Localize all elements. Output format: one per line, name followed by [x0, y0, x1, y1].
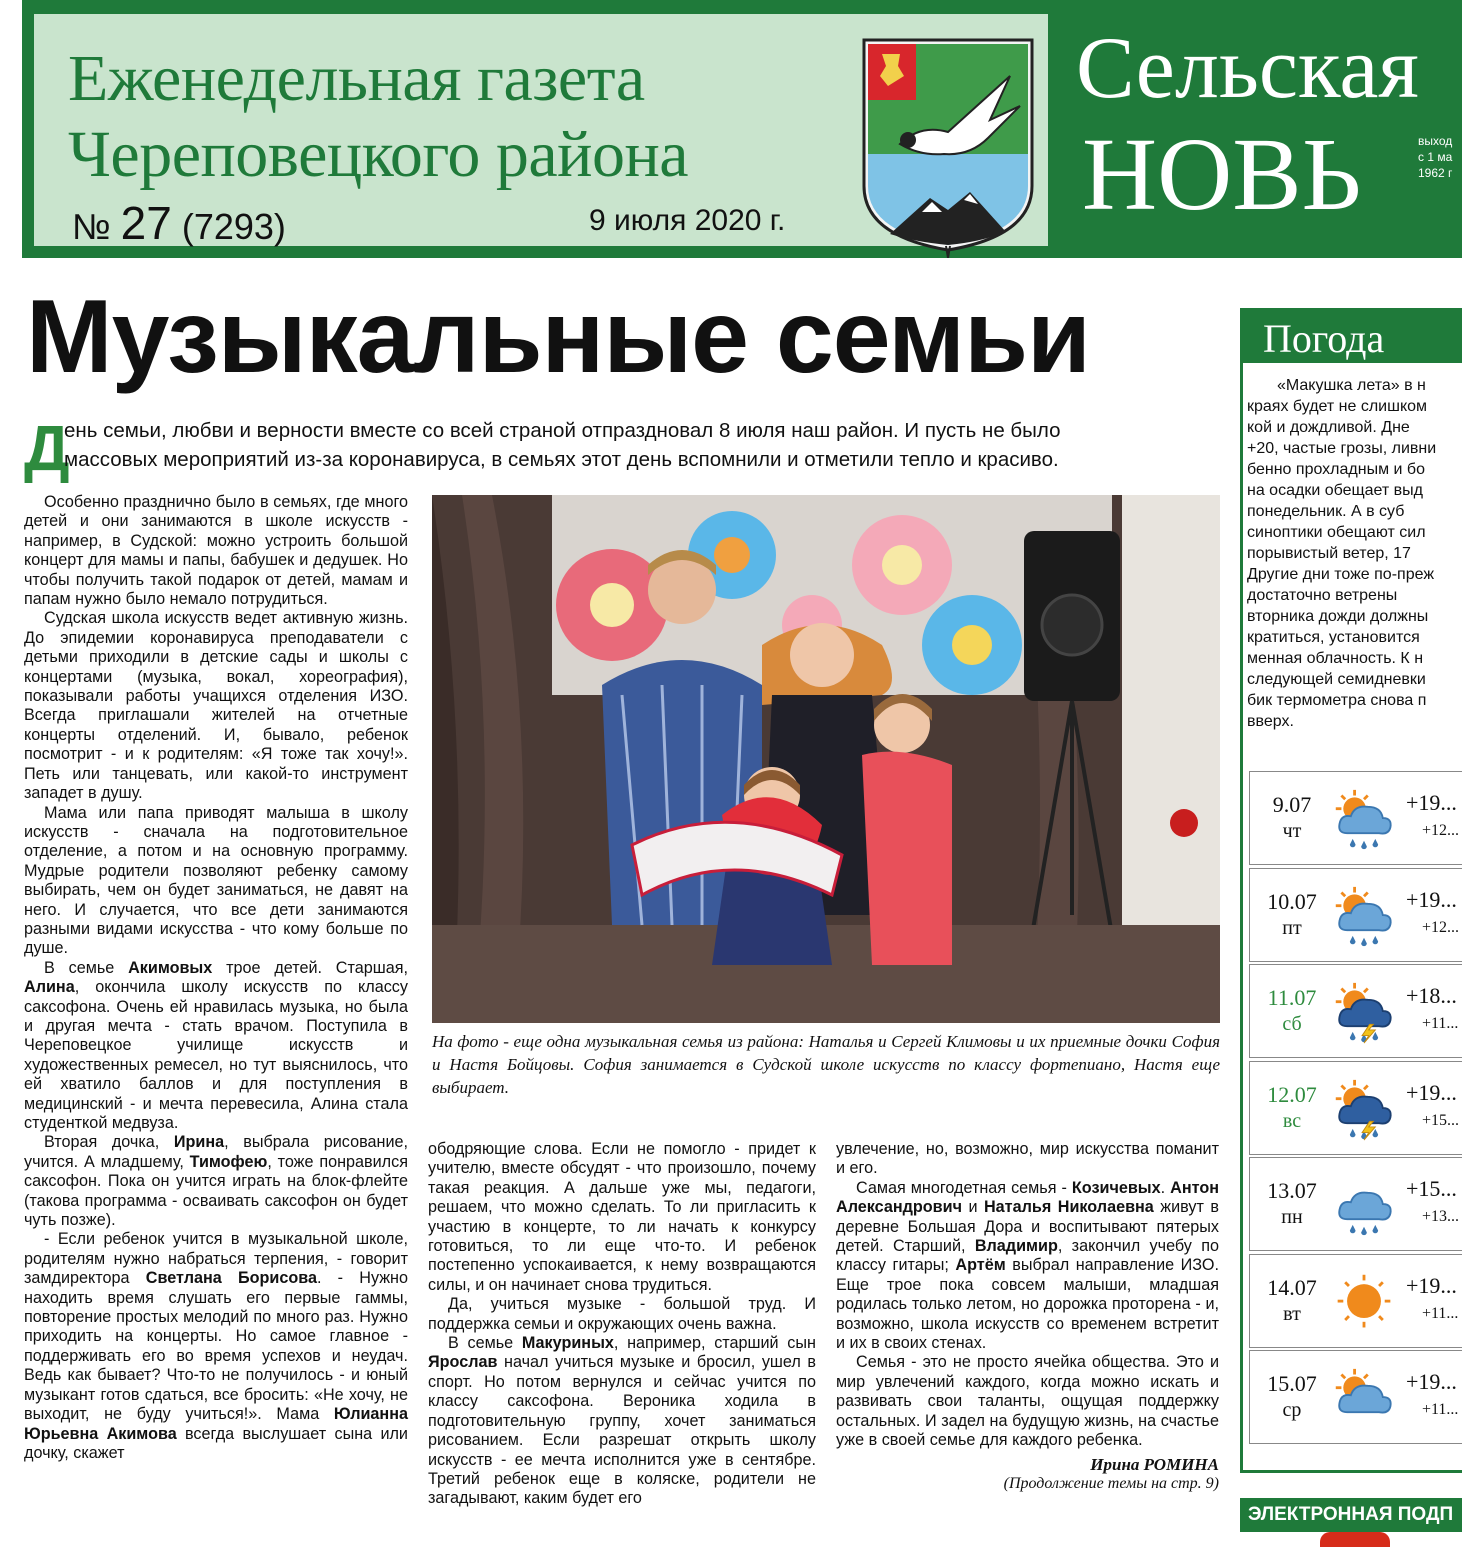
since-line-2: с 1 ма [1418, 150, 1453, 164]
lead-line-2: массовых мероприятий из-за коронавируса, в семьях этот день вспомнили и отметили тепло и красиво. [64, 448, 1059, 471]
weather-text-line: Другие дни тоже по-преж [1247, 566, 1435, 583]
forecast-low: +15... [1422, 1111, 1460, 1129]
article-column-3 [836, 1140, 1219, 1493]
weather-text-line: «Макушка лета» в н [1277, 377, 1426, 394]
paragraph: Судская школа искусств ведет активную жизнь. До эпидемии коронавируса преподаватели с детьми приходили в детские сады и школы с концертами (музыка, вокал, хореография), показывали работы учащихся отделения ИЗО. Всегда приглашали жителей на отчетные концерты отделений. И, бывало, ребенок посмотрит - и к родителям: «Я тоже так хочу!». Петь или танцевать, или какой-то инструмент западет в душу. [24, 609, 408, 803]
issue-num: 27 [120, 197, 172, 249]
paragraph: Семья - это не просто ячейка общества. Это и мир увлечений каждого, когда можно искать и развивать свои таланты, ощущая поддержку остальных. И задел на будущую жизнь, на счастье уже в своей семье для каждого ребенка. [836, 1353, 1219, 1450]
forecast-date: 9.07 [1272, 792, 1312, 817]
weather-text-line: достаточно ветрены [1247, 587, 1398, 604]
forecast-day: сб [1282, 1013, 1302, 1035]
forecast-high: +15... [1406, 1176, 1457, 1201]
forecast-high: +19... [1406, 1272, 1457, 1298]
brand-title-line-2: НОВЬ [1082, 117, 1362, 232]
article-headline: Музыкальные семьи [26, 279, 1090, 395]
issue-prefix: № [72, 206, 111, 247]
forecast-row [1249, 1157, 1462, 1251]
weather-text-line: вторника дожди должны [1247, 608, 1429, 625]
photo-caption: На фото - еще одна музыкальная семья из района: Наталья и Сергей Климовы и их приемные дочки София и Настя Бойцовы. София занимается в Судской школе искусств по классу фортепиано, Настя еще выбирает. [432, 1032, 1220, 1097]
forecast-day: чт [1282, 820, 1302, 842]
subscription-banner[interactable] [1240, 1498, 1462, 1532]
tagline-line-1: Еженедельная газета [68, 42, 645, 115]
forecast-row [1249, 868, 1462, 962]
lead-dropcap: Д [24, 412, 70, 484]
weather-text-line: +20, частые грозы, ливни [1247, 440, 1437, 457]
forecast-low: +11... [1422, 1304, 1459, 1322]
weather-box [1240, 308, 1462, 1473]
article-column-2 [428, 1140, 816, 1509]
issue-total: (7293) [181, 206, 286, 247]
masthead-panel [34, 14, 1048, 249]
forecast-date: 10.07 [1267, 888, 1317, 914]
forecast-low: +11... [1422, 1015, 1459, 1032]
paragraph: В семье Макуриных, например, старший сын Ярослав начал учиться музыке и бросил, ушел в спорт. Но потом вернулся и сейчас учится по классу саксофона. Вероника ходила в подготовительную группу, хочет заниматься рисованием. Если разрешат открыть школу искусств - ее мечта исполнится уже в сентябре. Третий ребенок еще в коляске, родители не загадывают, каким будет его [428, 1334, 816, 1508]
author-signature: Ирина РОМИНА [1090, 1454, 1219, 1474]
paragraph: Особенно празднично было в семьях, где много детей и они занимаются в школе искусств - например, в Судской: можно устроить большой концерт для мамы и папы, бабушек и дедушек. Но чтобы получить такой подарок от детей, мамам и папам нужно было немало потрудиться. [24, 493, 408, 609]
subscription-label: ЭЛЕКТРОННАЯ ПОДП [1248, 1504, 1454, 1525]
paragraph: Самая многодетная семья - Козичевых. Антон Александрович и Наталья Николаевна живут в деревне Большая Дора и воспитывают пятерых детей. Старший, Владимир, закончил учебу по классу гитары; Артём выбрал направление ИЗО. Еще трое пока совсем малыши, младшая родилась только летом, но дорожка проторена - и, возможно, школа искусств со временем встретит и их в своих стенах. [836, 1178, 1220, 1353]
weather-text-line: понедельник. А в суб [1247, 503, 1405, 520]
family-photo [432, 495, 1220, 1023]
brand-title-line-1: Сельская [1076, 20, 1419, 117]
paragraph: В семье Акимовых трое детей. Старшая, Алина, окончила школу искусств по классу саксофона. Очень ей нравилась музыка, но была и другая мечта - стать врачом. Поступила в Череповецкое училище искусств и художественных ремесел, но тут выяснилось, что ей хватило баллов и для поступления в медицинский - и мечта перевесила, Алина стала студенткой медвуза. [24, 958, 408, 1132]
since-line-1: выход [1418, 134, 1453, 148]
forecast-date: 12.07 [1267, 1081, 1317, 1107]
forecast-day: ср [1282, 1399, 1302, 1421]
issue-date: 9 июля 2020 г. [589, 204, 786, 237]
sun-cloud-icon [1332, 1367, 1396, 1431]
forecast-row [1249, 1350, 1462, 1444]
forecast-high: +19... [1406, 1369, 1457, 1394]
forecast-day: пн [1281, 1206, 1303, 1228]
forecast-date: 15.07 [1267, 1371, 1317, 1396]
continuation-note: (Продолжение темы на стр. 9) [1003, 1474, 1219, 1492]
weather-text-line: следующей семидневки [1247, 671, 1426, 688]
issue-number [72, 196, 286, 250]
forecast-row [1249, 1254, 1462, 1348]
lead-line-1: ень семьи, любви и верности вместе со всей страной отпраздновал 8 июля наш район. И пусть не было [64, 419, 1061, 442]
forecast-low: +12... [1422, 822, 1460, 839]
weather-text-line: менная облачность. К н [1247, 650, 1424, 667]
weather-text-line: бик термометра снова п [1247, 692, 1427, 709]
forecast-day: вт [1283, 1302, 1301, 1325]
forecast-high: +18... [1406, 983, 1457, 1008]
weather-text-line: кой и дождливой. Дне [1247, 419, 1410, 436]
forecast-row [1249, 771, 1462, 865]
thunderstorm-icon [1332, 981, 1396, 1045]
masthead [22, 0, 1462, 258]
weather-header [1243, 311, 1462, 363]
forecast-high: +19... [1406, 886, 1457, 912]
forecast-low: +12... [1422, 918, 1460, 936]
paragraph: ободряющие слова. Если не помогло - придет к учителю, вместе обсудят - что произошло, почему такая реакция. А дальше уже мы, педагоги, решаем, что можно сделать. То ли пригласить к участию в концерте, то ли начать к конкурсу готовиться, то ли еще что-то. И ребенок постепенно успокаивается, к нему возвращаются силы, и он начинает снова трудиться. [428, 1140, 816, 1294]
paragraph: Мама или папа приводят малыша в школу искусств - сначала на подготовительное отделение, а потом и на основную программу. Мудрые родители позволяют ребенку самому выбирать, чем он будет заниматься, не давят на него. И случается, что все дети занимаются разными видами искусства - что кому больше по душе. [24, 803, 408, 958]
thunderstorm-icon [1332, 1078, 1396, 1142]
forecast-date: 13.07 [1267, 1178, 1317, 1203]
cloud-rain-icon [1332, 1174, 1396, 1238]
weather-text-line: краях будет не слишком [1247, 398, 1428, 415]
paragraph: Вторая дочка, Ирина, выбрала рисование, учится. А младшему, Тимофею, тоже понравился саксофон. Пока он учится играть на блок-флейте (такова программа - осваивать саксофон он будет чуть позже). [24, 1133, 408, 1230]
forecast-low: +11... [1422, 1401, 1459, 1418]
tagline-line-2: Череповецкого района [68, 118, 689, 191]
since-line-3: 1962 г [1418, 166, 1453, 180]
paragraph: Да, учиться музыке - большой труд. И поддержка семьи и окружающих очень важна. [428, 1295, 816, 1333]
weather-text-line: порывистый ветер, 17 [1247, 545, 1411, 562]
weather-text [1247, 375, 1462, 732]
sun-icon [1332, 1271, 1396, 1335]
weather-text-line: кратиться, установится [1247, 629, 1420, 646]
subscription-badge [1320, 1532, 1390, 1547]
forecast-high: +19... [1406, 1079, 1457, 1105]
paragraph: - Если ребенок учится в музыкальной школе, родителям нужно набраться терпения, - говорит замдиректора Светлана Борисова. - Нужно находить время слушать его первые гаммы, повторение простых мелодий по много раз. Нужно приходить на концерты. Но самое главное - поддерживать его во время успехов и неудач. Ведь как бывает? Что-то не получилось - и юный музыкант готов сдаться, все бросить: «Не хочу, не выходит, не буду учиться!». Мама Юлианна Юрьевна Акимова всегда выслушает сына или дочку, скажет [24, 1230, 408, 1462]
weather-text-line: на осадки обещает выд [1247, 482, 1424, 499]
forecast-high: +19... [1406, 790, 1457, 815]
coat-of-arms-icon [860, 36, 1036, 258]
weather-text-line: бенно прохладным и бо [1247, 461, 1425, 478]
paragraph: увлечение, но, возможно, мир искусства поманит и его. [836, 1140, 1219, 1178]
forecast-low: +13... [1422, 1208, 1460, 1225]
sun-cloud-rain-icon [1332, 885, 1396, 949]
article-column-1 [24, 493, 408, 1463]
sun-cloud-rain-icon [1332, 788, 1396, 852]
forecast-date: 14.07 [1267, 1274, 1317, 1300]
forecast-day: пт [1282, 916, 1302, 939]
forecast-row [1249, 964, 1462, 1058]
weather-title: Погода [1263, 316, 1385, 361]
weather-text-line: вверх. [1247, 713, 1294, 730]
forecast-date: 11.07 [1267, 985, 1317, 1010]
forecast-day: вс [1282, 1109, 1302, 1132]
forecast-row [1249, 1061, 1462, 1155]
weather-text-line: синоптики обещают сил [1247, 524, 1426, 541]
